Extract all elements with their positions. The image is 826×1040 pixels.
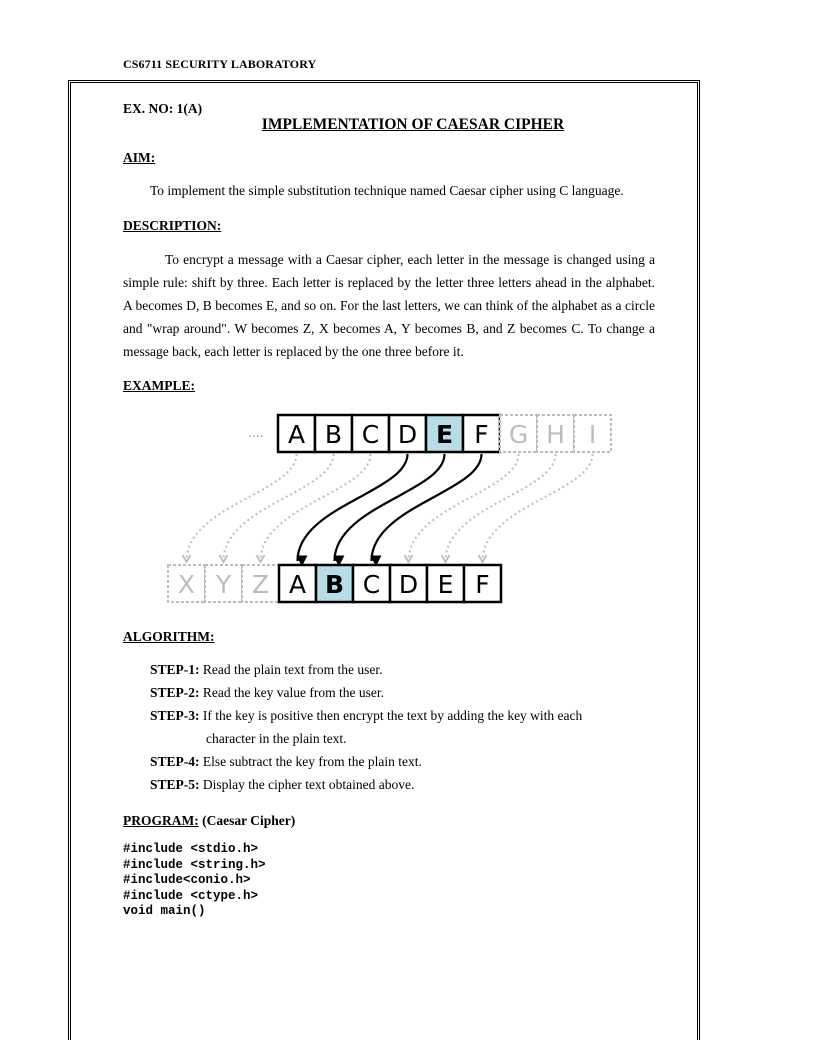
wrap-arrow bbox=[409, 454, 519, 561]
plain-alphabet-cell bbox=[537, 415, 574, 452]
cipher-alphabet-cell bbox=[353, 565, 390, 602]
plain-alphabet-letter: D bbox=[397, 420, 418, 449]
wrap-arrow bbox=[187, 454, 297, 561]
cipher-alphabet-letter: F bbox=[475, 570, 490, 599]
page-title: IMPLEMENTATION OF CAESAR CIPHER bbox=[261, 116, 565, 133]
cipher-alphabet-letter: D bbox=[398, 570, 419, 599]
plain-alphabet-letter: B bbox=[324, 420, 343, 449]
code-line: void main() bbox=[123, 904, 206, 918]
cipher-alphabet-cell bbox=[390, 565, 427, 602]
code-line: #include <string.h> bbox=[123, 857, 266, 872]
shift-arrow bbox=[372, 454, 482, 561]
code-line: #include <stdio.h> bbox=[123, 842, 259, 856]
aim-text: To implement the simple substitution technique named Caesar cipher using C language. bbox=[150, 183, 624, 198]
plain-alphabet-letter: F bbox=[474, 420, 489, 449]
example-heading: EXAMPLE: bbox=[123, 378, 195, 393]
description-text: To encrypt a message with a Caesar cipher, each letter in the message is changed using a simple rule: shift by three. Each letter is replaced by the letter three letters ahead in the alphabet. A becomes D, B becomes E, and so on. For the last letters, we can think of the alphabet as a circle and "wrap around". W becomes Z, X becomes A, Y becomes B, and Z becomes C. To change a message back, each letter is replaced by the one three before it. bbox=[123, 252, 655, 359]
code-line: #include<conio.h> bbox=[123, 873, 251, 887]
program-heading: PROGRAM: (Caesar Cipher) bbox=[123, 813, 296, 828]
program-code bbox=[123, 842, 266, 920]
plain-alphabet-cell bbox=[352, 415, 389, 452]
wrap-arrow bbox=[224, 454, 334, 561]
plain-alphabet-letter: G bbox=[508, 420, 529, 449]
cipher-alphabet-cell bbox=[316, 565, 353, 602]
plain-alphabet-cell bbox=[500, 415, 537, 452]
shift-arrow bbox=[298, 454, 408, 561]
algorithm-step-2: STEP-2: Read the key value from the user. bbox=[150, 685, 384, 700]
cipher-alphabet-cell bbox=[168, 565, 205, 602]
plain-alphabet-letter: C bbox=[361, 420, 380, 449]
plain-alphabet-letter: E bbox=[435, 420, 454, 449]
cipher-alphabet-cell bbox=[427, 565, 464, 602]
plain-alphabet-cell bbox=[278, 415, 315, 452]
shift-arrow bbox=[335, 454, 445, 561]
page-header: CS6711 SECURITY LABORATORY bbox=[123, 57, 317, 71]
cipher-alphabet-letter: B bbox=[324, 570, 345, 599]
aim-heading: AIM: bbox=[123, 150, 156, 165]
cipher-alphabet-cell bbox=[279, 565, 316, 602]
cipher-alphabet-letter: E bbox=[437, 570, 454, 599]
cipher-alphabet-row bbox=[168, 565, 501, 602]
cipher-alphabet-letter: Z bbox=[251, 570, 270, 599]
algorithm-step-3: STEP-3: If the key is positive then encrypt the text by adding the key with each character in the plain text. bbox=[150, 708, 583, 746]
cipher-alphabet-letter: C bbox=[362, 570, 381, 599]
plain-alphabet-cell bbox=[574, 415, 611, 452]
plain-alphabet-cell bbox=[463, 415, 500, 452]
cipher-alphabet-letter: X bbox=[177, 570, 196, 599]
plain-alphabet-cell bbox=[315, 415, 352, 452]
algorithm-heading: ALGORITHM: bbox=[123, 629, 215, 644]
plain-alphabet-letter: A bbox=[287, 420, 306, 449]
algorithm-step-5: STEP-5: Display the cipher text obtained above. bbox=[150, 777, 415, 792]
description-heading: DESCRIPTION: bbox=[123, 218, 222, 233]
algorithm-step-1: STEP-1: Read the plain text from the user. bbox=[150, 662, 383, 677]
plain-alphabet-row bbox=[278, 415, 611, 452]
plain-alphabet-cell bbox=[389, 415, 426, 452]
plain-alphabet-letter: H bbox=[546, 420, 565, 449]
cipher-alphabet-cell bbox=[464, 565, 501, 602]
algorithm-step-4: STEP-4: Else subtract the key from the plain text. bbox=[150, 754, 422, 769]
plain-alphabet-letter: I bbox=[588, 420, 597, 449]
ellipsis-top: .... bbox=[248, 424, 264, 440]
code-line: #include <ctype.h> bbox=[123, 888, 259, 903]
cipher-alphabet-letter: Y bbox=[215, 570, 232, 599]
plain-alphabet-cell bbox=[426, 415, 463, 452]
cipher-alphabet-cell bbox=[205, 565, 242, 602]
wrap-arrow bbox=[261, 454, 371, 561]
cipher-alphabet-letter: A bbox=[288, 570, 307, 599]
caesar-cipher-diagram bbox=[160, 405, 597, 610]
algorithm-steps bbox=[150, 658, 655, 796]
cipher-alphabet-cell bbox=[242, 565, 279, 602]
exercise-number: EX. NO: 1(A) bbox=[123, 101, 203, 116]
